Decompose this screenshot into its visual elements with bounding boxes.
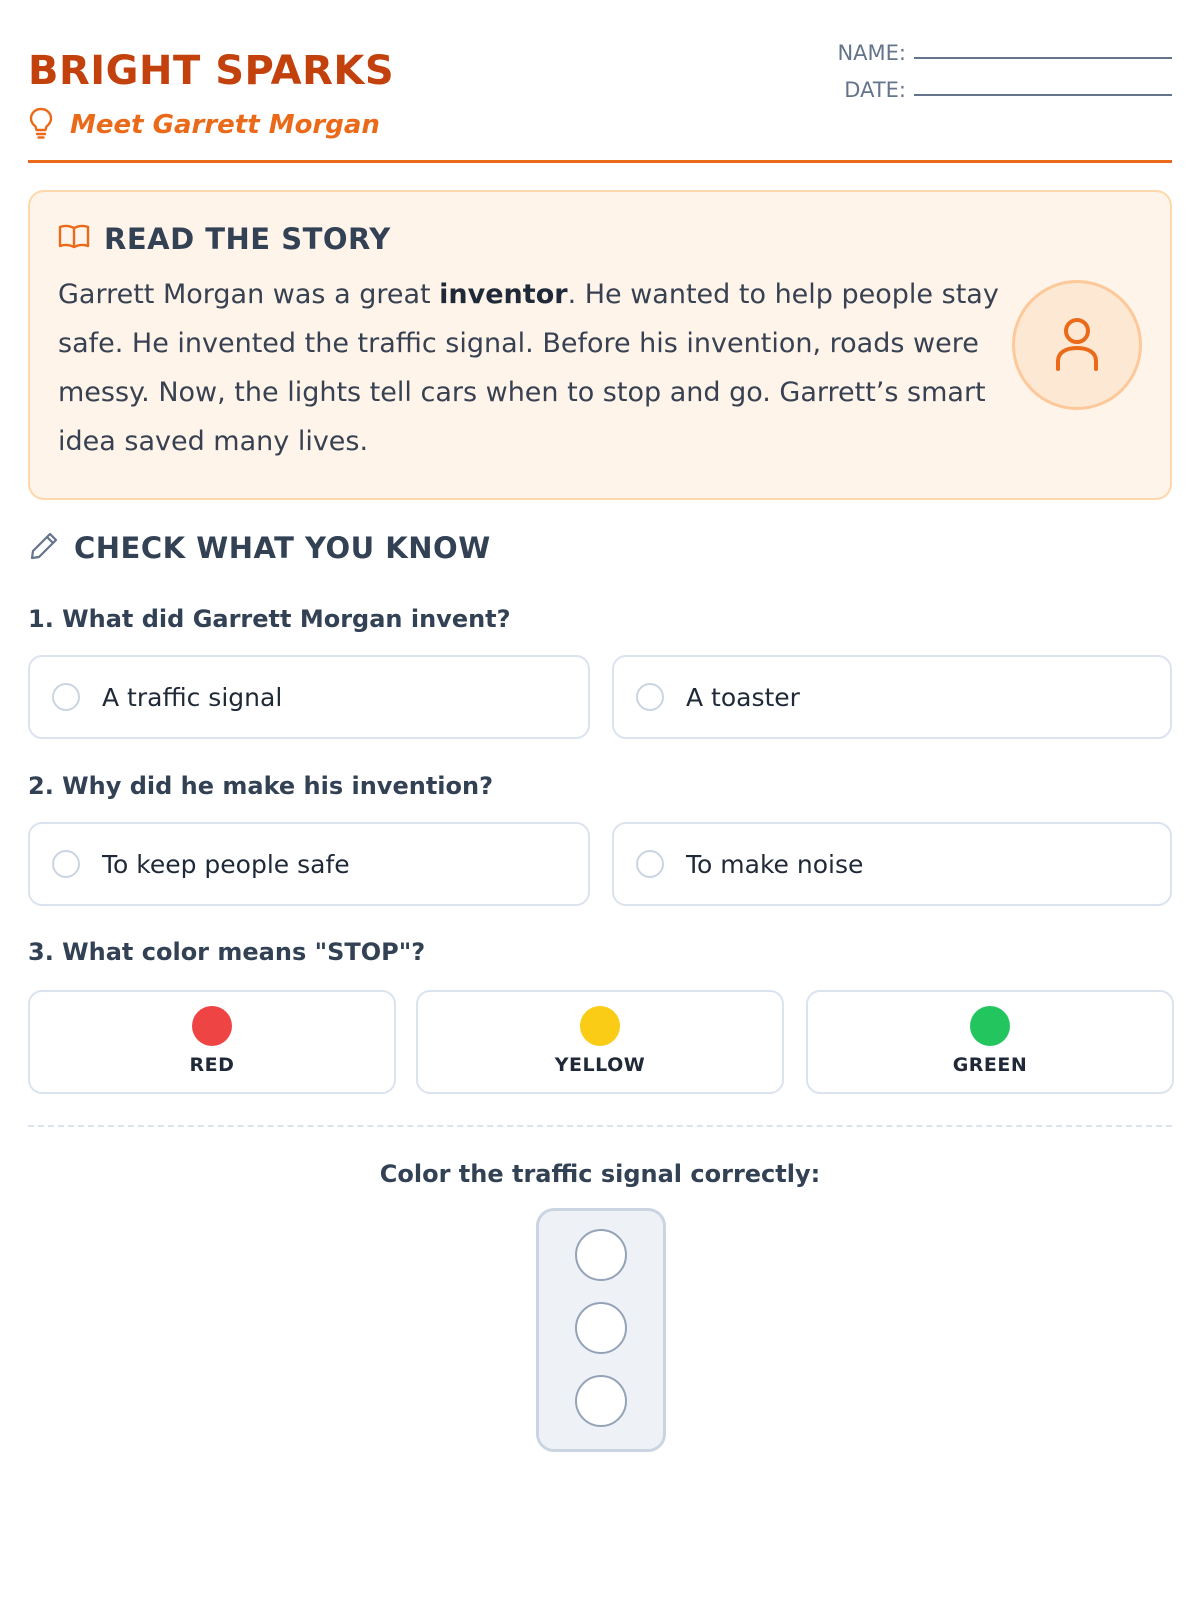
date-label: DATE: <box>844 78 906 102</box>
name-label: NAME: <box>837 41 906 65</box>
question-1: 1. What did Garrett Morgan invent? <box>28 605 511 633</box>
quiz-title: CHECK WHAT YOU KNOW <box>74 531 491 565</box>
option-label: A traffic signal <box>102 682 283 712</box>
story-keyword: inventor <box>439 279 568 310</box>
avatar <box>1012 280 1142 410</box>
answer-option[interactable] <box>612 655 1172 739</box>
subtitle-text: Meet Garrett Morgan <box>70 110 380 140</box>
book-icon <box>58 223 90 255</box>
lightbulb-icon <box>28 106 54 144</box>
story-card <box>28 190 1172 500</box>
name-field[interactable] <box>812 28 1172 65</box>
story-heading <box>58 222 391 256</box>
signal-light-middle[interactable] <box>575 1302 627 1354</box>
story-text-end: . He wanted to help people stay safe. He invented the traffic signal. Before his invention, roads were messy. Now, the lights tell cars when to stop and go. Garrett’s smart idea saved many lives. <box>58 279 999 457</box>
date-line[interactable] <box>914 72 1172 96</box>
subtitle <box>28 106 380 144</box>
radio-button[interactable] <box>52 850 80 878</box>
question-2: 2. Why did he make his invention? <box>28 772 494 800</box>
answer-option[interactable] <box>612 822 1172 906</box>
color-option-red[interactable] <box>28 990 396 1094</box>
person-icon <box>1053 315 1101 375</box>
color-label: GREEN <box>952 1054 1028 1076</box>
pencil-icon <box>28 530 60 566</box>
name-line[interactable] <box>914 35 1172 59</box>
answer-option[interactable] <box>28 822 590 906</box>
radio-button[interactable] <box>52 683 80 711</box>
red-dot <box>192 1006 232 1046</box>
option-label: To keep people safe <box>102 849 350 879</box>
traffic-signal-drawing <box>536 1208 666 1452</box>
option-label: A toaster <box>686 682 800 712</box>
color-option-yellow[interactable] <box>416 990 784 1094</box>
color-label: RED <box>189 1054 235 1076</box>
question-3: 3. What color means "STOP"? <box>28 938 426 966</box>
date-field[interactable] <box>812 65 1172 102</box>
story-title: READ THE STORY <box>104 222 391 256</box>
coloring-instruction: Color the traffic signal correctly: <box>379 1160 821 1188</box>
quiz-heading <box>28 530 491 566</box>
radio-button[interactable] <box>636 850 664 878</box>
story-paragraph <box>58 270 1008 466</box>
option-label: To make noise <box>686 849 864 879</box>
dashed-divider <box>28 1125 1172 1127</box>
header <box>28 0 1172 163</box>
color-label: YELLOW <box>554 1054 646 1076</box>
green-dot <box>970 1006 1010 1046</box>
yellow-dot <box>580 1006 620 1046</box>
radio-button[interactable] <box>636 683 664 711</box>
color-option-green[interactable] <box>806 990 1174 1094</box>
story-text-start: Garrett Morgan was a great <box>58 279 440 310</box>
signal-light-bottom[interactable] <box>575 1375 627 1427</box>
signal-light-top[interactable] <box>575 1229 627 1281</box>
name-date-fields <box>812 28 1172 102</box>
answer-option[interactable] <box>28 655 590 739</box>
brand-title: BRIGHT SPARKS <box>28 48 395 94</box>
